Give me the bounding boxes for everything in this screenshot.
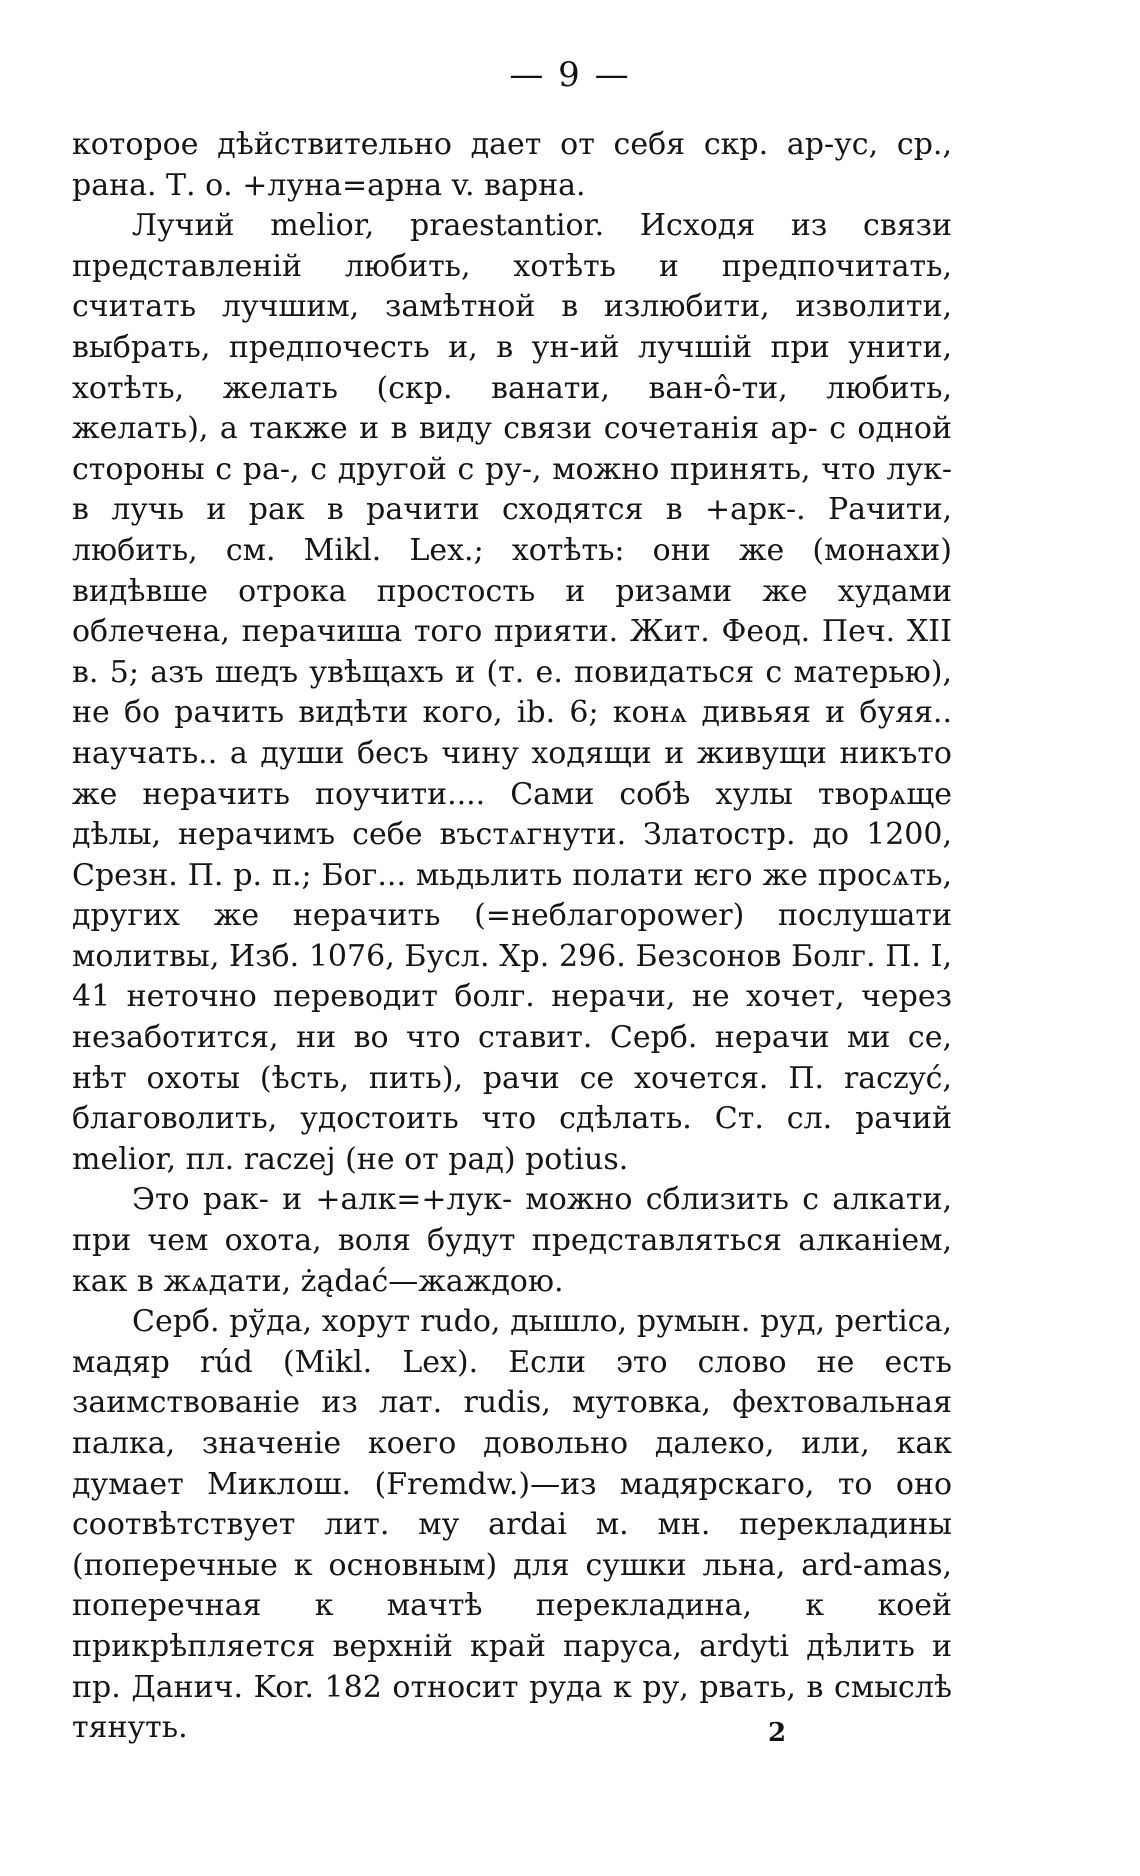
signature-mark: 2 <box>768 1718 787 1748</box>
body-text <box>72 125 952 1749</box>
paragraph-4: Серб. рўда, хорут rudo, дышло, румын. руд, pertica, мадяр rúd (Mikl. Lex). Если это слово не есть заимствованіе из лат. rudis, мутовка, фехтовальная палка, значеніе коего довольно далеко, или, как думает Миклош. (Fremdw.)—из мадярскаго, то оно соотвѣтствует лит. му ardai м. мн. перекладины (поперечные к основным) для сушки льна, ard-amas, поперечная к мачтѣ перекладина, к коей прикрѣпляется верхній край паруса, ardyti дѣлить и пр. Данич. Kor. 182 относит руда к ру, рвать, в смыслѣ тянуть. <box>72 1304 952 1746</box>
paragraph-1: которое дѣйствительно дает от себя скр. ар-ус, ср., рана. Т. о. +луна=арна v. варна. <box>72 127 952 203</box>
paragraph-3: Это рак- и +алк=+лук- можно сблизить с алкати, при чем охота, воля будут представляться алканіем, как в жѧдати, żądać—жаждою. <box>72 1182 952 1299</box>
paragraph-2: Лучий melior, praestantior. Исходя из связи представленій любить, хотѣть и предпочитать, считать лучшим, замѣтной в излюбити, изволити, выбрать, предпочесть и, в ун-ий лучшій при унити, хотѣть, желать (скр. ванати, ван-ô-ти, любить, желать), а также и в виду связи сочетанія ар- с одной стороны с ра-, с другой с ру-, можно принять, что лук- в лучь и рак в рачити сходятся в +арк-. Рачити, любить, см. Mikl. Lex.; хотѣть: они же (монахи) видѣвше отрока простость и ризами же худами облечена, перачиша того прияти. Жит. Феод. Печ. XII в. 5; азъ шедъ увѣщахъ и (т. е. повидаться с матерью), не бо рачить видѣти кого, ib. 6; конѧ дивьяя и буяя.. научать.. а души бесъ чину ходящи и живущи никъто же нерачить поучити.... Сами собѣ хулы творѧще дѣлы, нерачимъ себе въстѧгнути. Златостр. до 1200, Срезн. П. р. п.; Бог... мьдьлить полати ѥго же просѧть, других же нерачить (=неблагоpower) послушати молитвы, Изб. 1076, Бусл. Хр. 296. Безсонов Болг. П. I, 41 неточно переводит болг. нерачи, не хочет, через незаботится, ни во что ставит. Серб. нерачи ми се, нѣт охоты (ѣсть, пить), рачи се хочется. П. raczyć, благоволить, удостоить что сдѣлать. Ст. сл. рачий melior, пл. raczej (не от рад) potius. <box>72 208 952 1177</box>
page-number: — 9 — <box>509 55 631 95</box>
